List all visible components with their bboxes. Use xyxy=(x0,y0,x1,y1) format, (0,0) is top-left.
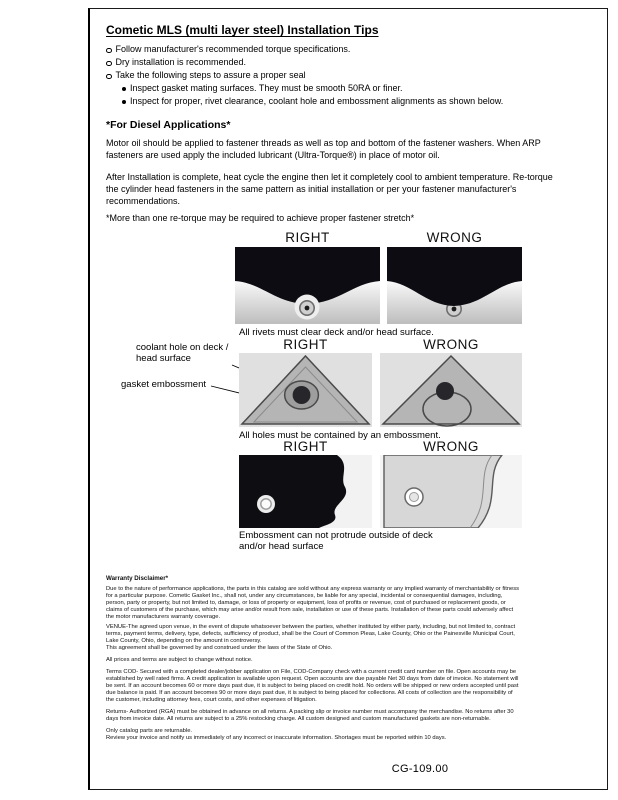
embossment-contained-wrong-diagram xyxy=(380,353,522,427)
warranty-paragraph: Only catalog parts are returnable. xyxy=(106,728,193,734)
tip-sub-item xyxy=(106,95,503,108)
fig3-right-label: RIGHT xyxy=(283,439,328,454)
gasket-dark-area xyxy=(239,455,346,528)
tip-sub-item xyxy=(106,82,503,95)
rivet-clearance-wrong-diagram xyxy=(387,247,522,324)
fig3-wrong-illustration xyxy=(380,455,522,528)
page-title: Cometic MLS (multi layer steel) Installation Tips xyxy=(106,23,379,37)
filled-bullet-icon xyxy=(122,87,126,91)
warranty-paragraph: This agreement shall be governed by and construed under the laws of the State of Ohio. xyxy=(106,645,333,651)
diesel-heading: *For Diesel Applications* xyxy=(106,119,231,131)
tip-item xyxy=(106,69,503,82)
fig3-right-illustration xyxy=(239,455,372,528)
tip-item xyxy=(106,43,503,56)
tip-text: Take the following steps to assure a proper seal xyxy=(115,70,306,80)
tips-list xyxy=(106,43,503,108)
fig2-wrong-label: WRONG xyxy=(423,337,479,352)
warranty-paragraph: All prices and terms are subject to change without notice. xyxy=(106,657,253,663)
diesel-paragraph-2: After Installation is complete, heat cycle the engine then let it completely cool to ambient temperature. Re-torque the cylinder head fasteners in the same pattern as initial installation or per your fastener manufacturer's recommendations. xyxy=(106,172,553,206)
page-code: CG-109.00 xyxy=(391,763,449,775)
fig1-wrong-illustration xyxy=(387,247,522,324)
retorque-note: *More than one re-torque may be required to achieve proper fastener stretch* xyxy=(106,213,415,223)
open-bullet-icon xyxy=(106,61,112,67)
warranty-heading: Warranty Disclaimer* xyxy=(106,575,169,582)
diesel-paragraph-1: Motor oil should be applied to fastener threads as well as top and bottom of the fastener washers. When ARP fasteners are used apply the included lubricant (Ultra-Torque®) in place of motor oil. xyxy=(106,138,541,160)
fig3-caption: Embossment can not protrude outside of deck and/or head surface xyxy=(239,530,433,552)
rivet-clearance-right-diagram xyxy=(235,247,380,324)
rivet-center xyxy=(305,306,310,311)
fig1-caption: All rivets must clear deck and/or head surface. xyxy=(239,327,434,338)
tip-text: Inspect gasket mating surfaces. They must be smooth 50RA or finer. xyxy=(130,83,403,93)
open-bullet-icon xyxy=(106,48,112,54)
embossment-contained-right-diagram xyxy=(239,353,372,427)
warranty-paragraph: VENUE-The agreed upon venue, in the event of dispute whatsoever between the parties, whether instituted by either party, including, but not limited to, contract terms, payment terms, delivery, type, defects, sufficiency of product, shall be the Court of Common Pleas, Lake County, Ohio or the Painesville Municipal Court, Lake County, Ohio, depending on the amount in controversy. xyxy=(106,624,516,644)
open-bullet-icon xyxy=(106,74,112,80)
fig2-right-illustration xyxy=(239,353,372,427)
tip-text: Follow manufacturer's recommended torque specifications. xyxy=(115,44,351,54)
coolant-hole xyxy=(293,386,311,404)
gasket-gray-area xyxy=(384,455,502,528)
fig1-wrong-label: WRONG xyxy=(426,230,483,245)
document-sheet xyxy=(88,8,608,790)
bolt-hole xyxy=(410,493,419,502)
coolant-hole-callout: coolant hole on deck / head surface xyxy=(136,342,229,364)
warranty-paragraph: Terms COD- Secured with a completed dealer/jobber application on File, COD-Company check with a current credit card number on file. Open accounts may be established by well rated firms. A credit application is available upon request. Open accounts are due payable Net 30 days from date of invoice. No statement will be sent. If an account becomes 60 or more days past due, it is subject to being placed on credit hold. No orders will be shipped or new orders accepted until past due balance is paid. If an account becomes 90 or more days past due, it is subject to being placed for collections. All costs of collection are the responsibility of the customer, including attorney fees, court costs, and other expenses of litigation. xyxy=(106,669,519,703)
warranty-paragraph: Due to the nature of performance applications, the parts in this catalog are sold without any express warranty or any implied warranty of merchantability or fitness for a particular purpose. Cometic Gasket Inc., shall not, under any circumstances, be liable for any special, incidental or consequential damages, including, person, party or property, but not limited to, damage, or loss of property or equipment, loss of profits or revenue, cost of purchased or replacement goods, or claims of customers of the purchase, which may arise and/or result from sale, installation or use of these parts. Installation of these parts could adversely affect the motor manufacturers warranty coverage. xyxy=(106,586,520,620)
tip-text: Dry installation is recommended. xyxy=(115,57,247,67)
fig1-right-label: RIGHT xyxy=(285,230,330,245)
filled-bullet-icon xyxy=(122,100,126,104)
warranty-disclaimer xyxy=(106,575,522,742)
coolant-hole xyxy=(436,382,454,400)
warranty-paragraph: Returns- Authorized (RGA) must be obtained in advance on all returns. A packing slip or invoice number must accompany the merchandise. No returns after 30 days from invoice date. All returns are subject to a 25% restocking charge. All custom designed and custom manufactured gaskets are non-returnable. xyxy=(106,709,514,722)
gasket-embossment-callout: gasket embossment xyxy=(121,379,207,390)
rivet-center xyxy=(452,307,457,312)
fig2-wrong-illustration xyxy=(380,353,522,427)
tip-item xyxy=(106,56,503,69)
warranty-paragraph: Review your invoice and notify us immediately of any incorrect or inaccurate information. Shortages must be reported within 10 days. xyxy=(106,735,447,741)
fig2-caption: All holes must be contained by an embossment. xyxy=(239,430,441,441)
embossment-protrusion-right-diagram xyxy=(239,455,372,528)
embossment-protrusion-wrong-diagram xyxy=(380,455,522,528)
bolt-hole xyxy=(261,499,271,509)
fig2-right-label: RIGHT xyxy=(283,337,328,352)
fig3-wrong-label: WRONG xyxy=(423,439,479,454)
tip-text: Inspect for proper, rivet clearance, coolant hole and embossment alignments as shown below. xyxy=(130,96,504,106)
fig1-right-illustration xyxy=(235,247,380,324)
